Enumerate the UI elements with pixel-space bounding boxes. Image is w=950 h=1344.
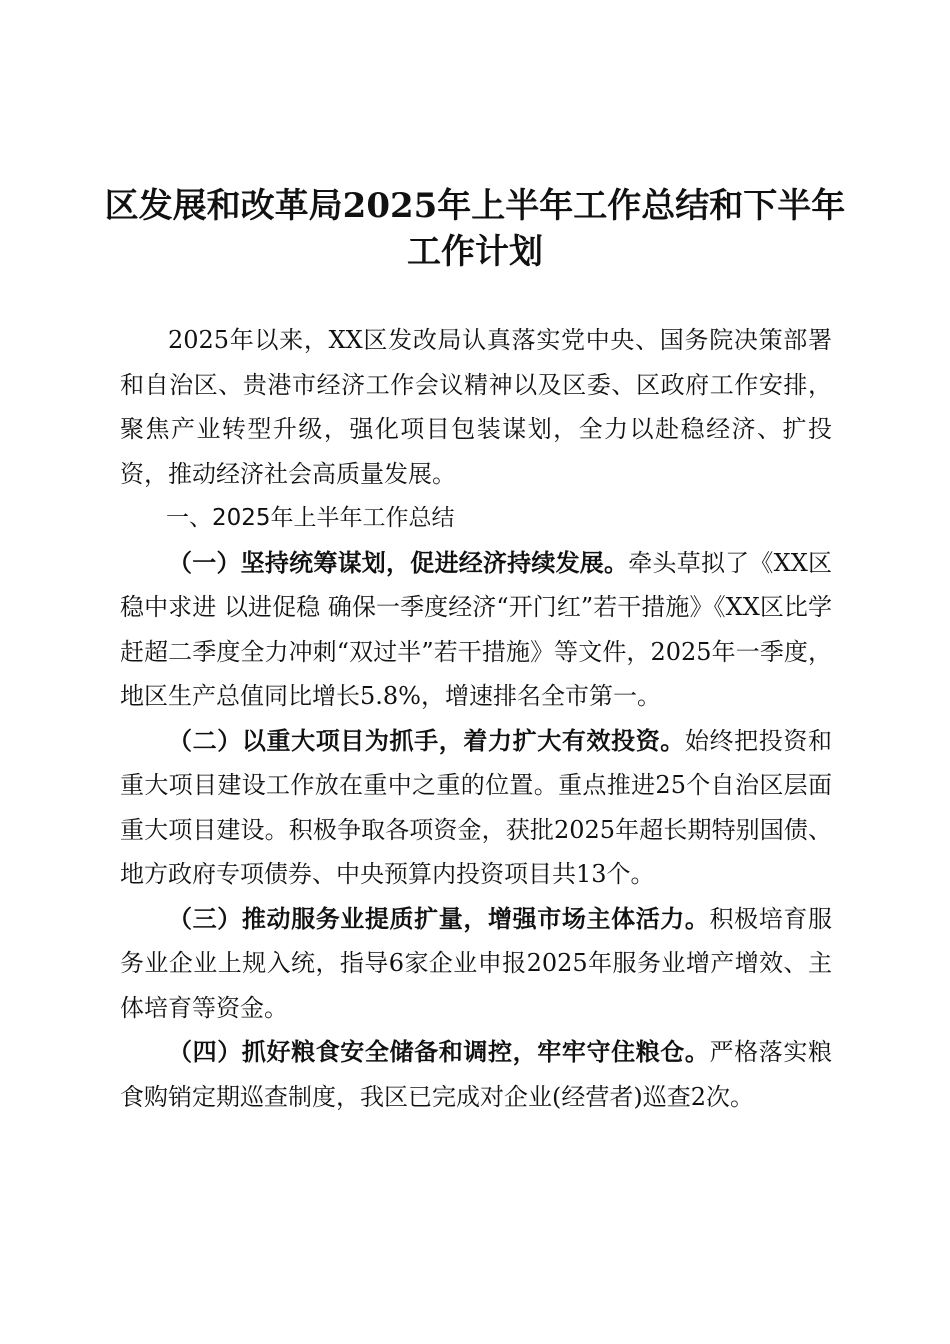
item-lead-3: （三）推动服务业提质扩量，增强市场主体活力。 (168, 903, 710, 933)
item-paragraph-4 (120, 1030, 832, 1119)
section-heading: 一、2025年上半年工作总结 (166, 505, 455, 531)
item-paragraph-1 (120, 541, 832, 719)
document-body (120, 318, 832, 1119)
item-lead-2: （二）以重大项目为抓手，着力扩大有效投资。 (168, 725, 685, 755)
document-title: 区发展和改革局2025年上半年工作总结和下半年工作计划 (104, 186, 846, 272)
item-text-4: 严格落实粮食购销定期巡查制度，我区已完成对企业(经营者)巡查2次。 (120, 1038, 833, 1111)
item-text-2: 始终把投资和重大项目建设工作放在重中之重的位置。重点推进25个自治区层面重大项目建设。积极争取各项资金，获批2025年超长期特别国债、地方政府专项债券、中央预算内投资项目共13个。 (120, 726, 832, 888)
item-text-1: 牵头草拟了《XX区稳中求进 以进促稳 确保一季度经济“开门红”若干措施》《XX区比学赶超二季度全力冲刺“双过半”若干措施》等文件，2025年一季度，地区生产总值同比增长5.8%，增速排名全市第一。 (120, 548, 833, 710)
item-text-3: 积极培育服务业企业上规入统，指导6家企业申报2025年服务业增产增效、主体培育等资金。 (120, 904, 833, 1022)
item-paragraph-3 (120, 897, 832, 1031)
item-paragraph-2 (120, 719, 832, 897)
item-lead-1: （一）坚持统筹谋划，促进经济持续发展。 (168, 547, 629, 577)
item-lead-4: （四）抓好粮食安全储备和调控，牢牢守住粮仓。 (168, 1037, 710, 1066)
intro-paragraph: 2025年以来，XX区发改局认真落实党中央、国务院决策部署和自治区、贵港市经济工作会议精神以及区委、区政府工作安排，聚焦产业转型升级，强化项目包装谋划，全力以赴稳经济、扩投资，推动经济社会高质量发展。 (120, 326, 832, 488)
